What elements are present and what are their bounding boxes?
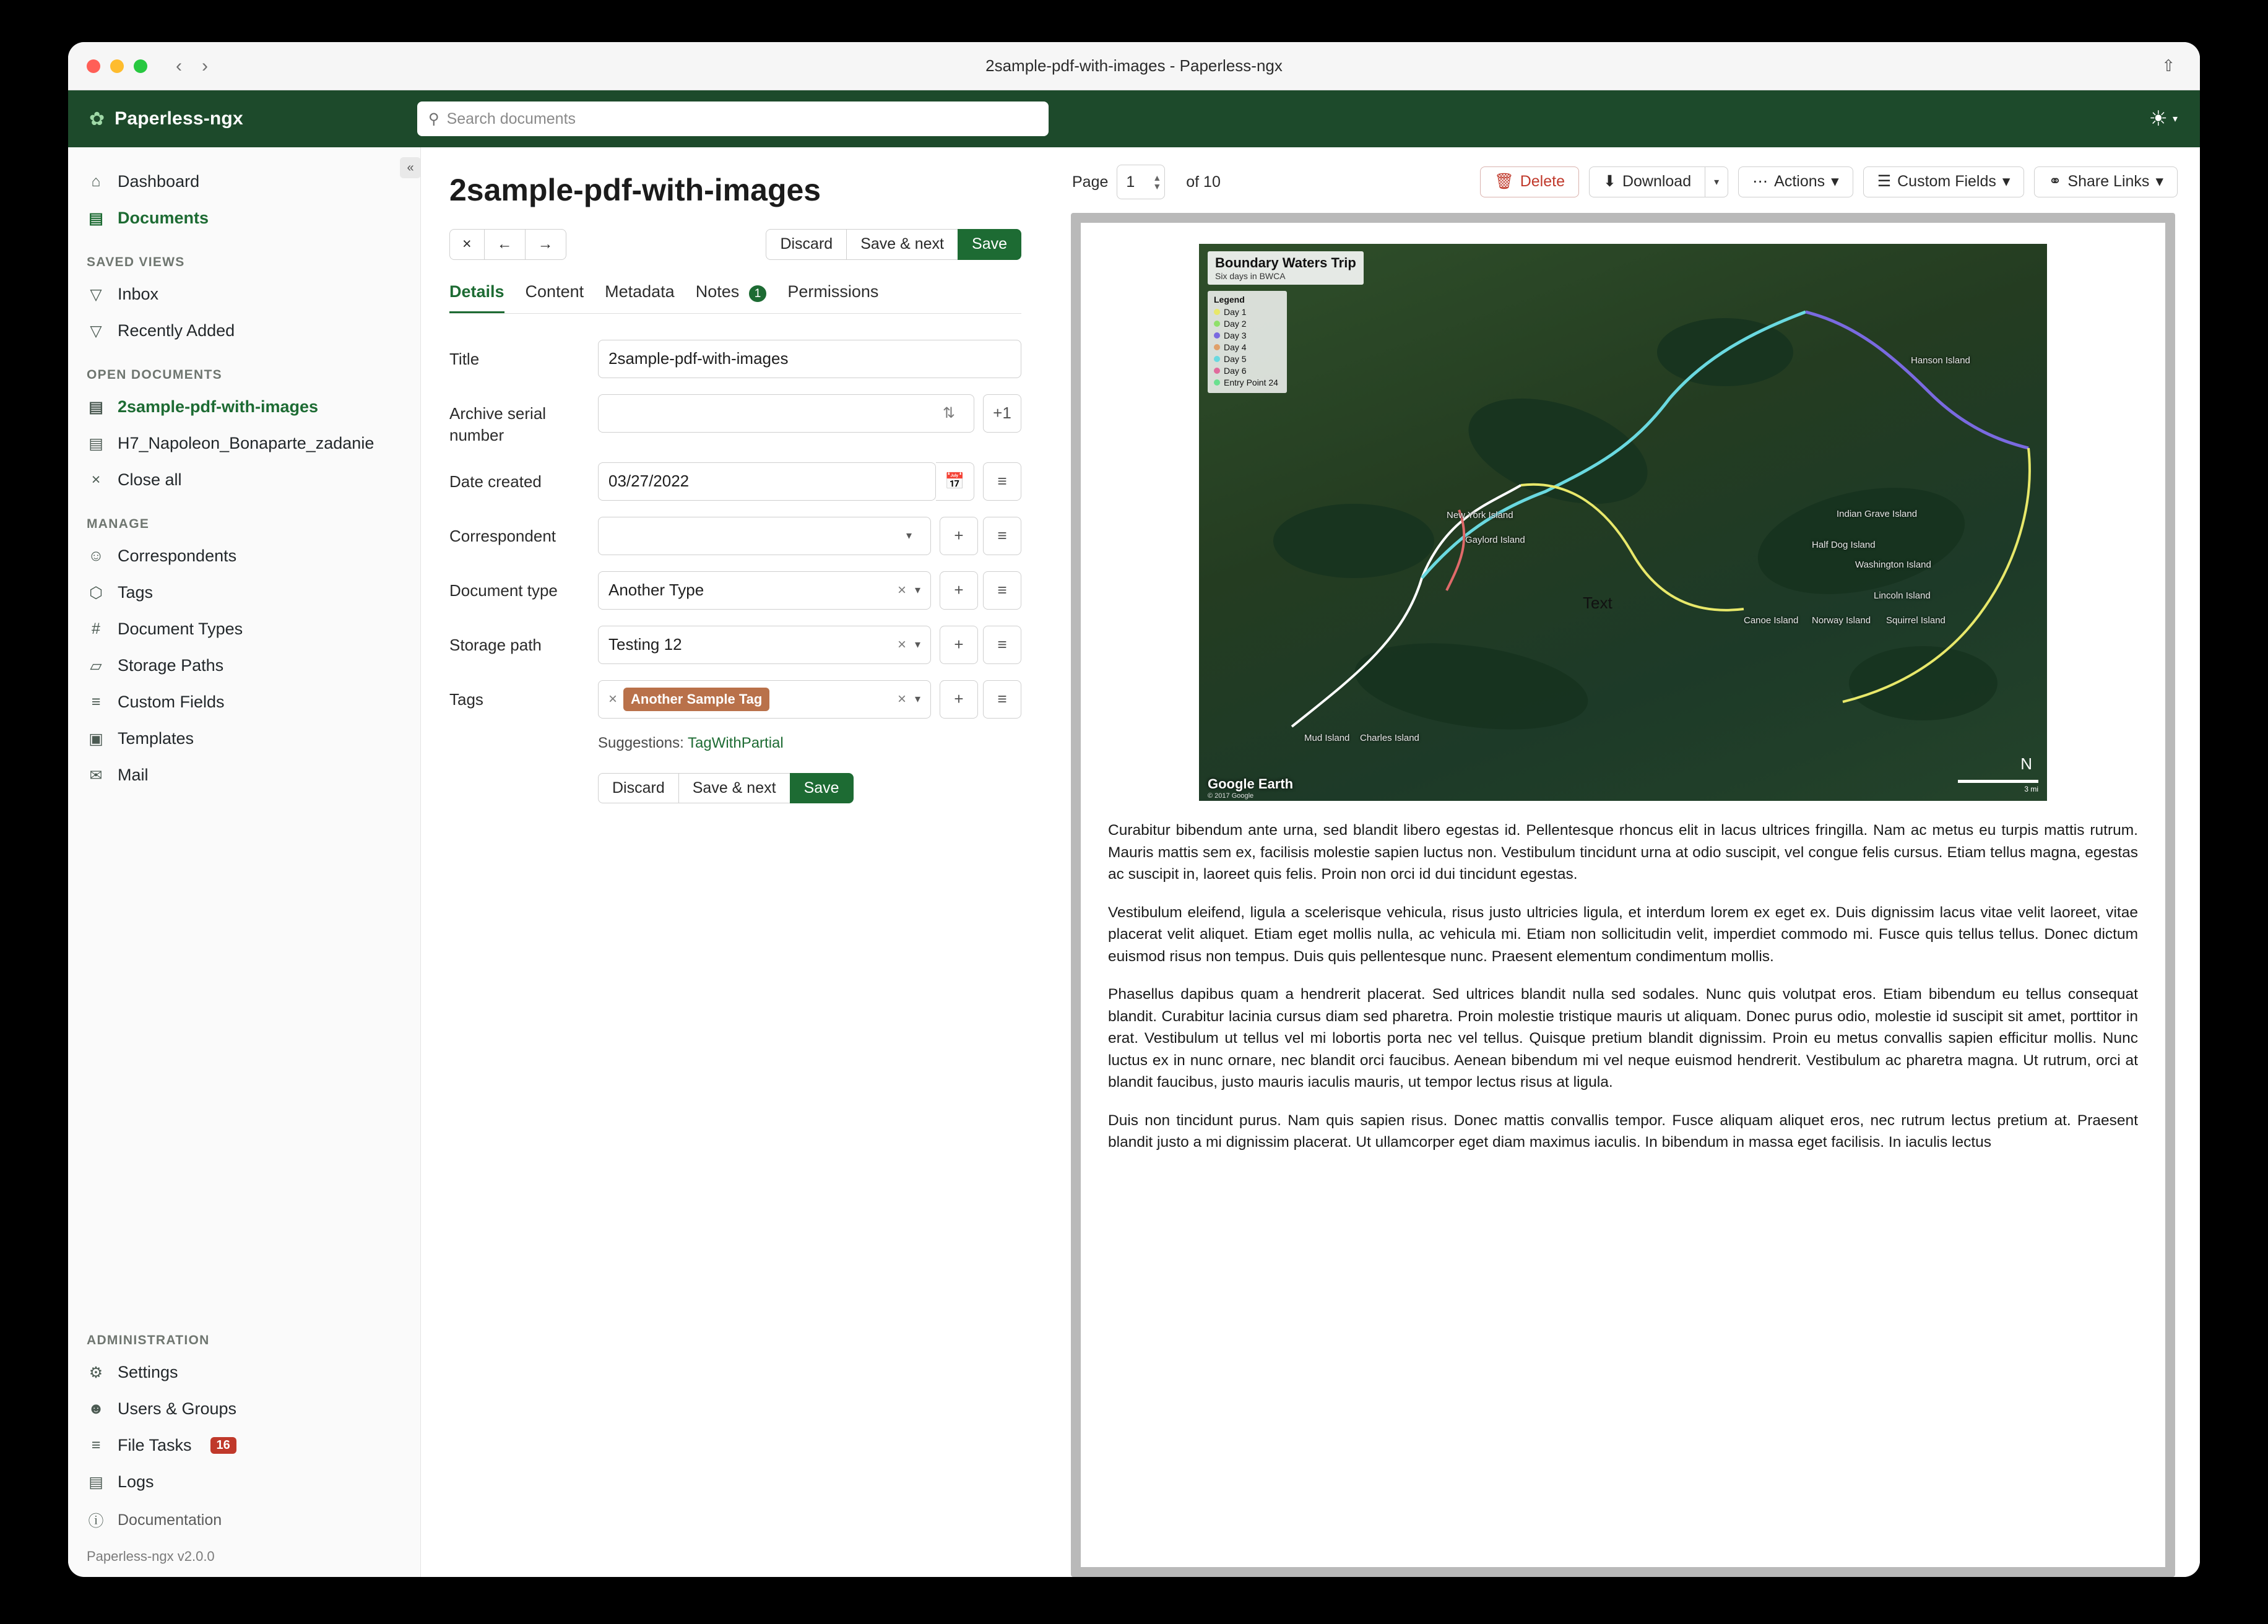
add-tag-button[interactable]: + — [940, 680, 978, 719]
sidebar-item-logs[interactable] — [87, 1464, 402, 1500]
map-place-label: New York Island — [1447, 510, 1513, 520]
document-map-image — [1199, 244, 2047, 801]
discard-button-bottom[interactable]: Discard — [598, 773, 679, 804]
brand[interactable] — [89, 108, 417, 130]
title-input[interactable] — [598, 340, 1021, 378]
delete-button[interactable] — [1480, 166, 1579, 197]
chevron-down-icon: ▾ — [2155, 173, 2163, 191]
title-value: 2sample-pdf-with-images — [608, 349, 789, 368]
download-split-button[interactable] — [1589, 166, 1728, 197]
search-icon: ⚲ — [428, 110, 439, 127]
legend-item — [1214, 330, 1281, 340]
link-icon: ⚭ — [2048, 173, 2062, 191]
download-icon: ⬇ — [1603, 173, 1616, 191]
ellipsis-icon: ⋯ — [1752, 173, 1768, 191]
sidebar-item-label: 2sample-pdf-with-images — [118, 397, 319, 416]
suggestions-label: Suggestions: — [598, 734, 684, 751]
map-place-label: Charles Island — [1360, 733, 1419, 743]
edit-tabs — [449, 282, 1021, 314]
previous-document-button[interactable]: ← — [484, 229, 526, 260]
map-subtitle: Six days in BWCA — [1215, 271, 1286, 281]
asn-increment-button[interactable]: +1 — [983, 394, 1021, 433]
document-text — [1108, 819, 2138, 1154]
clear-icon[interactable]: × — [897, 636, 906, 653]
user-menu[interactable] — [2149, 106, 2178, 131]
document-preview-pane — [1046, 147, 2200, 1577]
sidebar-item-label: Users & Groups — [118, 1399, 237, 1418]
date-created-input[interactable] — [598, 462, 936, 501]
sidebar-item-mail[interactable] — [68, 757, 420, 793]
field-storage-path — [449, 626, 1021, 664]
sidebar-item-recently-added[interactable] — [68, 313, 420, 349]
field-date-created — [449, 462, 1021, 501]
storage-path-filter-button[interactable]: ≡ — [983, 626, 1021, 664]
map-place-label: Norway Island — [1812, 615, 1871, 626]
clear-icon[interactable]: × — [897, 690, 906, 707]
save-group-top[interactable] — [766, 229, 1021, 260]
page-total: of 10 — [1186, 173, 1221, 191]
forward-icon[interactable]: › — [202, 55, 208, 76]
download-button[interactable] — [1589, 166, 1705, 197]
discard-button[interactable]: Discard — [766, 229, 847, 260]
field-label: Date created — [449, 472, 542, 491]
map-attribution-sub: © 2017 Google — [1208, 792, 1254, 800]
add-storage-path-button[interactable]: + — [940, 626, 978, 664]
preview-actions — [1480, 166, 2178, 197]
sidebar-item-label: Correspondents — [118, 546, 237, 565]
document-edit-pane — [421, 147, 1046, 1577]
map-scalebar — [1958, 780, 2038, 793]
document-icon: ▤ — [89, 434, 103, 452]
sidebar-section-open-documents: OPEN DOCUMENTS — [87, 368, 222, 382]
sidebar-item-templates[interactable] — [68, 720, 420, 757]
sidebar-item-open-doc-1[interactable] — [68, 389, 420, 425]
map-place-label: Hanson Island — [1911, 355, 1970, 366]
page-stepper[interactable]: ▲ ▼ — [1153, 173, 1162, 191]
sidebar-item-dashboard[interactable] — [68, 163, 420, 200]
tab-label: Details — [449, 282, 504, 301]
sidebar-item-label: Tags — [118, 583, 154, 602]
sidebar-item-custom-fields[interactable] — [68, 684, 420, 720]
tab-permissions[interactable] — [787, 282, 878, 313]
field-tags — [449, 680, 1021, 719]
sidebar-item-label: File Tasks — [118, 1436, 192, 1454]
map-place-label: Canoe Island — [1744, 615, 1799, 626]
map-attribution: Google Earth — [1208, 776, 1294, 792]
back-icon[interactable]: ‹ — [176, 55, 182, 76]
map-place-label: Half Dog Island — [1812, 540, 1876, 550]
legend-item — [1214, 307, 1281, 317]
sidebar-item-label: Dashboard — [118, 172, 200, 191]
tab-label: Content — [525, 282, 584, 301]
template-icon: ▣ — [89, 730, 103, 748]
sidebar-item-documentation[interactable] — [87, 1500, 402, 1540]
map-text-annotation: Text — [1583, 594, 1612, 612]
legend-header: Legend — [1214, 295, 1245, 304]
field-correspondent — [449, 517, 1021, 555]
scalebar-line — [1958, 780, 2038, 783]
sidebar-item-users-groups[interactable] — [87, 1391, 402, 1427]
correspondent-filter-button[interactable]: ≡ — [983, 517, 1021, 555]
asn-input[interactable] — [598, 394, 974, 433]
chevron-down-icon[interactable]: ▾ — [914, 693, 920, 706]
chevron-down-icon: ▾ — [2172, 114, 2178, 124]
tab-label: Metadata — [605, 282, 675, 301]
scalebar-label: 3 mi — [2024, 785, 2038, 793]
legend-label: Day 1 — [1224, 307, 1247, 317]
calendar-icon[interactable]: 📅 — [936, 462, 974, 501]
sidebar-item-label: Document Types — [118, 620, 243, 638]
custom-fields-button[interactable] — [1863, 166, 2025, 197]
sidebar-item-correspondents[interactable] — [68, 538, 420, 574]
map-place-label: Gaylord Island — [1465, 535, 1525, 545]
tasks-icon: ≡ — [91, 1436, 101, 1454]
tab-label: Notes — [695, 282, 740, 301]
stepper-icon[interactable]: ⇅ — [942, 405, 955, 421]
sidebar-item-storage-paths[interactable] — [68, 647, 420, 684]
tag-icon: ⬡ — [89, 584, 103, 602]
sidebar-item-close-all[interactable] — [68, 462, 420, 498]
sidebar-item-documents[interactable] — [68, 200, 420, 236]
avatar-icon: ☀ — [2149, 107, 2168, 131]
paragraph: Duis non tincidunt purus. Nam quis sapien risus. Donec mattis convallis tempor. Fusce aliquam aliquet eros, nec rutrum lectus pretium at. Praesent blandit justo a mi dignissim placerat. Ut ullamcorper eget diam maximus iaculis. In bibendum in massa eget facilisis. In iaculis lectus — [1108, 1112, 2138, 1151]
map-title: Boundary Waters Trip — [1215, 255, 1356, 270]
legend-item — [1214, 319, 1281, 329]
preview-toolbar — [1046, 147, 2200, 213]
download-label: Download — [1622, 173, 1692, 191]
sidebar-item-label: Settings — [118, 1363, 178, 1381]
list-icon: ≡ — [91, 693, 101, 710]
document-type-value: Another Type — [608, 581, 704, 600]
next-document-button[interactable]: → — [525, 229, 566, 260]
legend-swatch — [1214, 344, 1220, 350]
legend-swatch — [1214, 379, 1220, 386]
gear-icon: ⚙ — [89, 1363, 103, 1381]
page-label: Page — [1072, 173, 1109, 191]
legend-item — [1214, 342, 1281, 352]
legend-swatch — [1214, 368, 1220, 374]
legend-label: Day 5 — [1224, 354, 1247, 364]
filter-icon: ▽ — [90, 285, 102, 303]
document-icon: ▤ — [89, 398, 103, 416]
tags-filter-button[interactable]: ≡ — [983, 680, 1021, 719]
filter-icon: ▽ — [90, 322, 102, 340]
page-control — [1072, 165, 1221, 199]
app-window — [68, 42, 2200, 1577]
chevron-down-icon[interactable]: ▾ — [914, 584, 920, 597]
legend-item — [1214, 366, 1281, 376]
field-label: Title — [449, 349, 480, 368]
field-label: Correspondent — [449, 526, 556, 545]
sidebar-section-manage: MANAGE — [87, 517, 150, 531]
document-type-select[interactable] — [598, 571, 931, 610]
sidebar-item-label: Custom Fields — [118, 693, 225, 711]
sidebar-footer — [68, 1315, 420, 1577]
map-routes — [1199, 244, 2047, 801]
app-header — [68, 90, 2200, 147]
tab-metadata[interactable] — [605, 282, 675, 313]
trash-icon: 🗑 — [1494, 173, 1514, 191]
sidebar-item-label: Storage Paths — [118, 656, 224, 675]
sidebar-item-open-doc-2[interactable] — [68, 425, 420, 462]
sidebar-item-label: Templates — [118, 729, 194, 748]
map-place-label: Indian Grave Island — [1837, 509, 1918, 519]
page-title: 2sample-pdf-with-images — [449, 173, 821, 207]
list-icon: ☰ — [1877, 173, 1892, 191]
field-title — [449, 340, 1021, 378]
legend-label: Day 4 — [1224, 342, 1247, 352]
storage-path-value: Testing 12 — [608, 635, 682, 654]
pdf-page — [1081, 223, 2165, 1567]
sidebar-item-inbox[interactable] — [68, 276, 420, 313]
document-type-filter-button[interactable]: ≡ — [983, 571, 1021, 610]
app-version: Paperless-ngx v2.0.0 — [87, 1548, 215, 1564]
download-dropdown-toggle[interactable]: ▾ — [1705, 166, 1728, 197]
pdf-viewer[interactable] — [1071, 213, 2175, 1577]
sidebar-item-label: Recently Added — [118, 321, 235, 340]
paragraph: Vestibulum eleifend, ligula a scelerisque vehicula, risus justo ultricies ligula, et interdum lorem ex eget ex. Duis dignissim lacus vitae velit laoreet, vitae placerat velit aliquet. Etiam eget mollis nulla, ac vehicula mi. Etiam non sollicitudin velit, imperdiet commodo mi. Fusce quis tellus tellus. Donec dictum euismod risus non tempus. Duis quis pellentesque nunc. Praesent elementum condimentum mollis. — [1108, 904, 2138, 965]
map-title-box — [1208, 251, 1364, 285]
window-title: 2sample-pdf-with-images - Paperless-ngx — [985, 56, 1283, 75]
person-icon: ☺ — [88, 547, 104, 564]
compass-icon: N — [2020, 754, 2032, 773]
logs-icon: ▤ — [89, 1473, 103, 1491]
sidebar-item-tags[interactable] — [68, 574, 420, 611]
users-icon: ☻ — [87, 1400, 105, 1417]
sidebar-item-label: Documents — [118, 209, 209, 227]
legend-swatch — [1214, 309, 1220, 315]
sidebar-item-label: Logs — [118, 1472, 154, 1491]
sidebar-collapse-button[interactable]: « — [400, 157, 421, 178]
map-place-label: Mud Island — [1304, 733, 1350, 743]
tab-notes[interactable] — [696, 282, 767, 313]
hash-icon: # — [92, 620, 100, 637]
tab-label: Permissions — [787, 282, 879, 301]
sidebar-item-label: Documentation — [118, 1511, 222, 1529]
add-correspondent-button[interactable]: + — [940, 517, 978, 555]
clear-icon[interactable]: × — [897, 581, 906, 598]
share-links-button[interactable] — [2034, 166, 2178, 197]
field-label: Document type — [449, 581, 558, 600]
brand-label: Paperless-ngx — [115, 108, 243, 129]
map-place-label: Squirrel Island — [1886, 615, 1946, 626]
sidebar-item-label: H7_Napoleon_Bonaparte_zadanie — [118, 434, 374, 452]
save-and-next-button[interactable]: Save & next — [846, 229, 958, 260]
map-legend — [1208, 291, 1287, 393]
save-and-next-button-bottom[interactable]: Save & next — [678, 773, 790, 804]
legend-label: Entry Point 24 — [1224, 378, 1278, 387]
mail-icon: ✉ — [89, 766, 103, 784]
save-button-bottom[interactable]: Save — [790, 773, 854, 804]
share-links-label: Share Links — [2067, 173, 2150, 191]
map-place-label: Washington Island — [1855, 559, 1931, 570]
sidebar-section-saved-views: SAVED VIEWS — [87, 255, 185, 269]
legend-item — [1214, 378, 1281, 387]
sidebar-item-settings[interactable] — [87, 1354, 402, 1391]
add-document-type-button[interactable]: + — [940, 571, 978, 610]
home-icon: ⌂ — [91, 173, 101, 190]
field-label: Tags — [449, 689, 483, 709]
folder-icon: ▱ — [90, 657, 102, 675]
legend-swatch — [1214, 332, 1220, 339]
paragraph: Curabitur bibendum ante urna, sed blandit libero egestas id. Pellentesque rhoncus elit in lacus ultrices fringilla. Nam ac metus eu turpis mattis rutrum. Mauris mattis sem ex, facilisis molestie sapien luctus non. Vestibulum tincidunt urna at odio suscipit, vel congue felis cursus. Etiam tellus magna, egestas ac suscipit in, laoreet quis felis. Proin non orci id dui tincidunt egestas. — [1108, 822, 2138, 883]
chevron-down-icon: ▾ — [1831, 173, 1839, 191]
chevron-down-icon[interactable]: ▾ — [914, 638, 920, 651]
legend-swatch — [1214, 356, 1220, 362]
page-number-value: 1 — [1126, 173, 1135, 191]
sidebar-item-label: Close all — [118, 470, 182, 489]
field-label: Archive serial number — [449, 404, 547, 444]
document-nav-group[interactable] — [449, 229, 566, 260]
field-archive-serial-number — [449, 394, 1021, 446]
save-button[interactable]: Save — [958, 229, 1021, 260]
field-label: Storage path — [449, 635, 542, 654]
correspondent-select[interactable] — [598, 517, 931, 555]
search-input[interactable] — [417, 102, 1049, 136]
field-document-type — [449, 571, 1021, 610]
date-filter-button[interactable]: ≡ — [983, 462, 1021, 501]
custom-fields-label: Custom Fields — [1897, 173, 1996, 191]
legend-label: Day 2 — [1224, 319, 1247, 329]
sidebar-section-administration: ADMINISTRATION — [87, 1333, 210, 1347]
leaf-icon: ✿ — [89, 108, 105, 129]
legend-label: Day 3 — [1224, 330, 1247, 340]
delete-label: Delete — [1520, 173, 1565, 191]
suggestion-link[interactable]: TagWithPartial — [688, 734, 784, 751]
map-place-label: Lincoln Island — [1874, 590, 1931, 601]
storage-path-select[interactable] — [598, 626, 931, 664]
notes-count-badge: 1 — [749, 285, 767, 302]
sidebar-item-label: Mail — [118, 766, 149, 784]
legend-item — [1214, 354, 1281, 364]
search-placeholder: Search documents — [446, 110, 576, 127]
window-titlebar — [68, 42, 2200, 90]
actions-label: Actions — [1774, 173, 1825, 191]
close-document-button[interactable]: × — [449, 229, 485, 260]
share-icon[interactable]: ⇧ — [2162, 56, 2175, 75]
remove-tag-icon[interactable]: × — [608, 690, 618, 707]
save-group-bottom — [598, 773, 1021, 804]
close-icon: × — [91, 471, 101, 488]
date-created-value: 03/27/2022 — [608, 472, 690, 491]
tab-content[interactable] — [526, 282, 584, 313]
chevron-down-icon[interactable]: ▾ — [906, 529, 912, 542]
legend-swatch — [1214, 321, 1220, 327]
info-icon: ⓘ — [88, 1513, 104, 1530]
file-tasks-badge: 16 — [210, 1437, 236, 1454]
legend-label: Day 6 — [1224, 366, 1247, 376]
sidebar-item-label: Inbox — [118, 285, 159, 303]
tags-select[interactable] — [598, 680, 931, 719]
edit-toolbar — [449, 229, 1021, 260]
chevron-down-icon: ▾ — [2002, 173, 2010, 191]
app-body — [68, 147, 2200, 1577]
documents-icon: ▤ — [89, 209, 103, 227]
sidebar — [68, 147, 421, 1577]
sidebar-item-file-tasks[interactable] — [87, 1427, 402, 1464]
paragraph: Phasellus dapibus quam a hendrerit placerat. Sed ultrices blandit nulla sed sodales. Nunc quis volutpat eros. Etiam bibendum eu tellus consequat blandit. Curabitur lacinia cursus diam sed pharetra. Proin molestie tristique mauris ut aliquam. Donec purus odio, molestie id suscipit sit amet, porttitor in erat. Vestibulum ut tellus vel mi lobortis porta nec vel tellus. Quisque pretium blandit dignissim. Proin eu metus convallis sapien efficitur mollis. Nunc luctus ex in nunc ornare, nec blandit orci faucibus. Aenean bibendum mi vel neque euismod hendrerit. Vestibulum ac pharetra magna. Ut rutrum, orci at blandit faucibus, justo mauris iaculis mauris, ut tempor lectus risus at ligula. — [1108, 986, 2138, 1091]
tab-details[interactable] — [449, 282, 504, 313]
tag-chip[interactable]: Another Sample Tag — [623, 688, 769, 711]
sidebar-item-document-types[interactable] — [68, 611, 420, 647]
tag-suggestions — [598, 735, 1021, 752]
actions-button[interactable] — [1738, 166, 1853, 197]
